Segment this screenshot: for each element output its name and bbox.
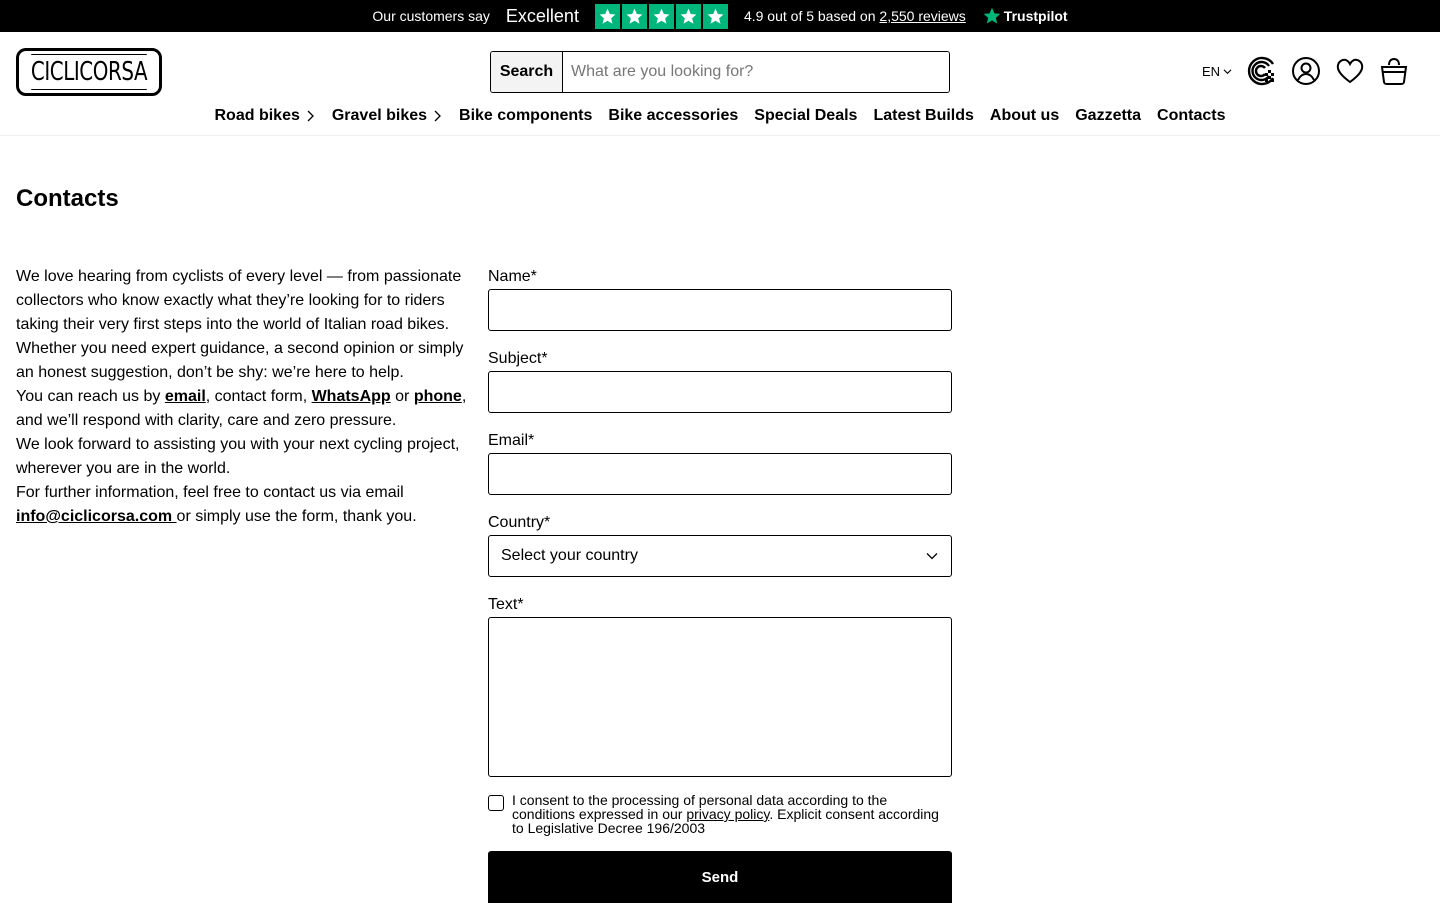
- nav-item-latest-builds[interactable]: [865, 104, 981, 128]
- nav-item-contacts[interactable]: [1149, 104, 1233, 128]
- message-textarea[interactable]: [488, 617, 952, 777]
- trustpilot-stars[interactable]: [595, 4, 728, 29]
- trustpilot-bar: [0, 0, 1440, 32]
- phone-link[interactable]: phone: [413, 388, 462, 405]
- intro-paragraph: We look forward to assisting you with your next cycling project, wherever you are in the world.: [16, 436, 460, 477]
- nav-item-label: Latest Builds: [873, 107, 974, 124]
- consent-checkbox[interactable]: [488, 795, 504, 811]
- site-logo-text: CICLICORSA: [31, 54, 147, 90]
- language-label: EN: [1202, 64, 1221, 79]
- consent-text-part: I consent to the processing of personal data according to the conditions expressed in our: [512, 792, 888, 822]
- chevron-right-icon: [306, 110, 316, 122]
- intro-text: , contact form,: [205, 388, 312, 405]
- nav-item-gazzetta[interactable]: [1067, 104, 1149, 128]
- send-button[interactable]: Send: [488, 851, 952, 903]
- star-icon: [703, 4, 728, 29]
- star-icon: [595, 4, 620, 29]
- account-icon[interactable]: [1291, 56, 1321, 86]
- consent-text-part: . Explicit consent according to Legislative Decree 196/2003: [512, 806, 939, 836]
- star-icon: [676, 4, 701, 29]
- email-link[interactable]: email: [164, 388, 206, 405]
- site-header: [0, 32, 1440, 136]
- name-field[interactable]: [488, 289, 952, 331]
- intro-paragraph: [16, 481, 482, 529]
- nav-item-label: About us: [989, 107, 1060, 124]
- chevron-right-icon: [433, 110, 443, 122]
- wishlist-heart-icon[interactable]: [1335, 56, 1365, 86]
- nav-item-label: Special Deals: [754, 107, 858, 124]
- subject-label: Subject*: [488, 350, 548, 367]
- site-logo[interactable]: [16, 48, 162, 96]
- text-label: Text*: [488, 596, 524, 613]
- star-icon: [622, 4, 647, 29]
- email-label: Email*: [488, 432, 535, 449]
- country-label: Country*: [488, 514, 551, 531]
- intro-paragraph: [16, 385, 482, 433]
- cart-bag-icon[interactable]: [1379, 56, 1409, 86]
- subject-field[interactable]: [488, 371, 952, 413]
- nav-item-label: Bike components: [459, 107, 593, 124]
- trustpilot-reviews-link[interactable]: 2,550 reviews: [879, 8, 966, 24]
- intro-text: , and we’ll respond with clarity, care and zero pressure.: [16, 388, 467, 429]
- nav-item-label: Contacts: [1157, 107, 1226, 124]
- nav-item-bike-accessories[interactable]: [600, 104, 746, 128]
- intro-text: For further information, feel free to contact us via email: [16, 484, 404, 501]
- intro-text: or simply use the form, thank you.: [176, 508, 417, 525]
- whatsapp-link[interactable]: WhatsApp: [311, 388, 391, 405]
- nav-item-special-deals[interactable]: [746, 104, 865, 128]
- language-selector[interactable]: [1202, 64, 1232, 79]
- consent-text: [512, 793, 952, 835]
- nav-item-gravel-bikes[interactable]: [324, 104, 451, 128]
- consent-row: [488, 793, 952, 835]
- page-title: Contacts: [16, 185, 119, 212]
- star-icon: [649, 4, 674, 29]
- chevron-down-icon: [925, 549, 939, 563]
- chevron-down-icon: [1223, 67, 1232, 76]
- contact-intro: [16, 265, 482, 529]
- contact-form: [488, 265, 952, 903]
- trustpilot-rating-text: 4.9 out of 5 based on: [743, 8, 876, 24]
- nav-item-bike-components[interactable]: [451, 104, 600, 128]
- intro-text: You can reach us by: [16, 388, 165, 405]
- trustpilot-brand: Trustpilot: [1003, 8, 1068, 24]
- nav-item-label: Road bikes: [214, 107, 300, 124]
- nav-item-label: Bike accessories: [608, 107, 739, 124]
- intro-paragraph: We love hearing from cyclists of every level — from passionate collectors who know exactly what they’re looking for to riders taking their very first steps into the world of Italian road bikes. Whether you need expert guidance, a second opinion or simply an honest suggestion, don’t be shy: we’re here to help.: [16, 268, 464, 381]
- nav-item-about-us[interactable]: [982, 104, 1067, 128]
- nav-item-label: Gravel bikes: [331, 107, 428, 124]
- contact-email-link[interactable]: info@ciclicorsa.com: [16, 508, 177, 525]
- country-select[interactable]: [488, 535, 952, 577]
- nav-item-road-bikes[interactable]: [207, 104, 324, 128]
- privacy-policy-link[interactable]: privacy policy: [686, 806, 770, 822]
- intro-text: or: [390, 388, 414, 405]
- trustpilot-star-icon: [982, 6, 1002, 26]
- search-input[interactable]: [563, 52, 949, 92]
- trustpilot-excellent: Excellent: [505, 5, 579, 26]
- email-field[interactable]: [488, 453, 952, 495]
- search-button[interactable]: Search: [491, 52, 563, 92]
- search-bar: [490, 51, 950, 93]
- trustpilot-customers-say: Our customers say: [372, 8, 490, 24]
- trustpilot-rating: [744, 8, 966, 24]
- trustpilot-logo[interactable]: [982, 6, 1068, 26]
- brand-badge-icon[interactable]: [1246, 56, 1276, 86]
- main-nav: [0, 104, 1440, 128]
- nav-item-label: Gazzetta: [1075, 107, 1142, 124]
- country-select-value: Select your country: [501, 547, 638, 564]
- name-label: Name*: [488, 268, 537, 285]
